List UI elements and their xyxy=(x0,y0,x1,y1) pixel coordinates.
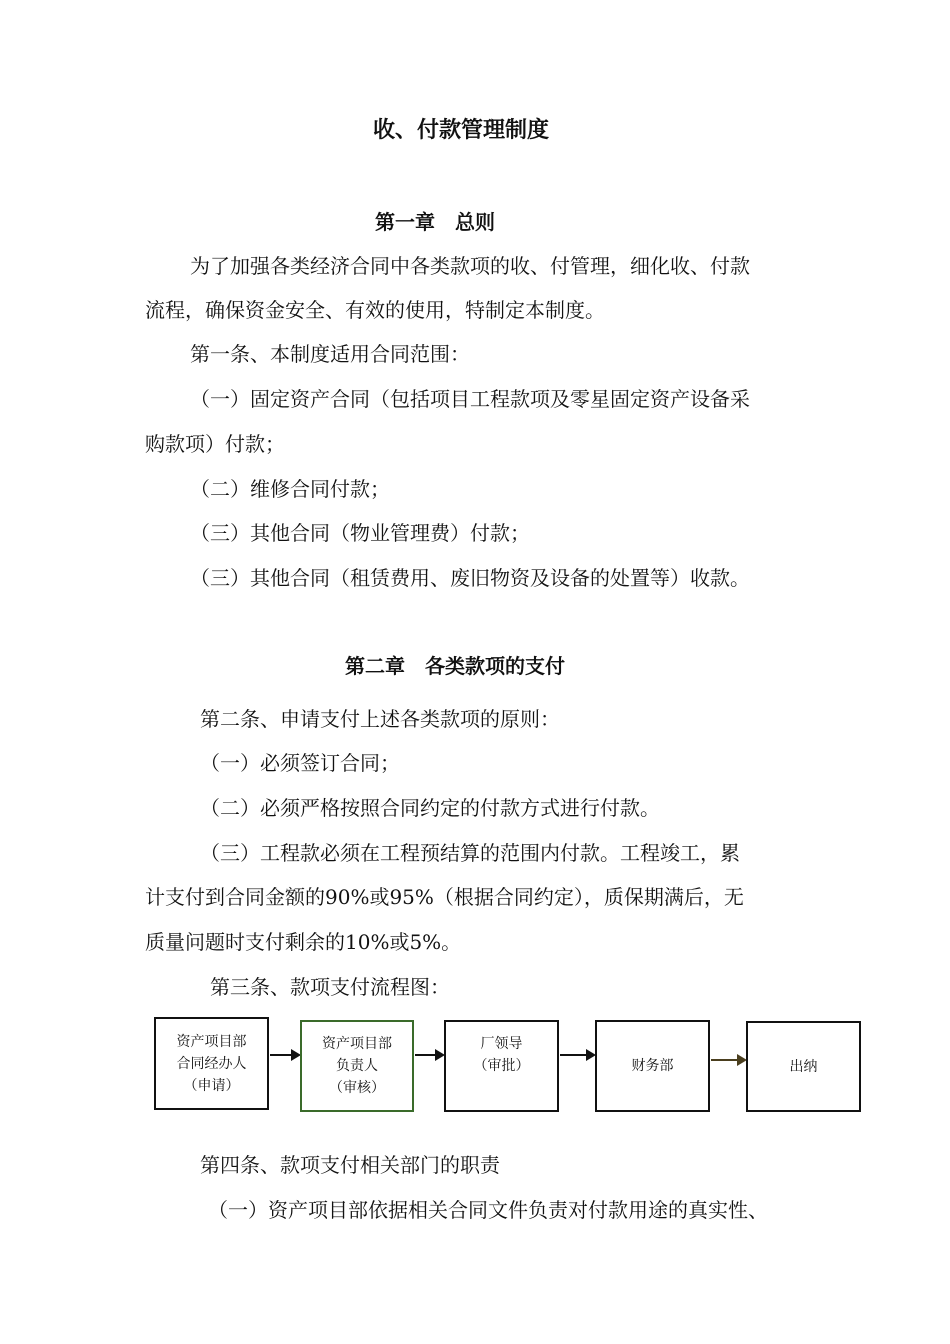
flow-box-applicant-line-3: （申请） xyxy=(183,1077,240,1094)
flow-arrow-4 xyxy=(711,1059,745,1061)
article-2: 第二条、申请支付上述各类款项的原则： xyxy=(200,707,560,731)
principle-3-line-2: 计支付到合同金额的90%或95%（根据合同约定），质保期满后，无 xyxy=(145,885,744,909)
chapter-1-heading: 第一章 总则 xyxy=(375,210,495,234)
item-3: （三）其他合同（物业管理费）付款； xyxy=(190,521,530,545)
item-1-line-1: （一）固定资产合同（包括项目工程款项及零星固定资产设备采 xyxy=(190,387,750,411)
flow-box-cashier-line-1: 出纳 xyxy=(789,1058,818,1075)
flow-box-approver-line-1: 厂领导 xyxy=(480,1036,523,1052)
flow-box-reviewer-line-2: 负责人 xyxy=(336,1058,378,1074)
flow-box-applicant xyxy=(154,1017,269,1110)
principle-3-line-3: 质量问题时支付剩余的10%或5%。 xyxy=(145,930,462,954)
principle-3-line-1: （三）工程款必须在工程预结算的范围内付款。工程竣工，累 xyxy=(200,841,740,865)
flow-box-cashier xyxy=(746,1021,861,1112)
flow-box-finance xyxy=(595,1020,710,1112)
principle-1: （一）必须签订合同； xyxy=(200,751,400,775)
duty-1: （一）资产项目部依据相关合同文件负责对付款用途的真实性、 xyxy=(208,1198,768,1222)
item-2: （二）维修合同付款； xyxy=(190,477,390,501)
flow-box-approver-line-2: （审批） xyxy=(473,1058,530,1074)
flow-box-reviewer-line-3: （审核） xyxy=(329,1080,385,1096)
flow-box-applicant-line-1: 资产项目部 xyxy=(176,1033,247,1050)
article-1: 第一条、本制度适用合同范围： xyxy=(190,342,470,366)
flow-box-finance-line-1: 财务部 xyxy=(631,1058,674,1074)
intro-line-1: 为了加强各类经济合同中各类款项的收、付管理，细化收、付款 xyxy=(190,254,750,278)
chapter-2-heading: 第二章 各类款项的支付 xyxy=(345,654,565,678)
article-3: 第三条、款项支付流程图： xyxy=(210,975,450,999)
flow-arrow-3 xyxy=(560,1054,594,1056)
document-title: 收、付款管理制度 xyxy=(373,118,550,143)
item-4: （三）其他合同（租赁费用、废旧物资及设备的处置等）收款。 xyxy=(190,566,750,590)
flow-arrow-1 xyxy=(270,1054,299,1056)
item-1-line-2: 购款项）付款； xyxy=(145,432,285,456)
flow-box-applicant-line-2: 合同经办人 xyxy=(176,1055,247,1072)
article-4: 第四条、款项支付相关部门的职责 xyxy=(200,1153,500,1177)
flow-box-approver xyxy=(444,1020,559,1112)
flow-box-reviewer xyxy=(300,1020,414,1112)
principle-2: （二）必须严格按照合同约定的付款方式进行付款。 xyxy=(200,796,660,820)
flow-arrow-2 xyxy=(415,1054,443,1056)
flow-box-reviewer-line-1: 资产项目部 xyxy=(322,1036,392,1052)
intro-line-2: 流程，确保资金安全、有效的使用，特制定本制度。 xyxy=(145,298,605,322)
